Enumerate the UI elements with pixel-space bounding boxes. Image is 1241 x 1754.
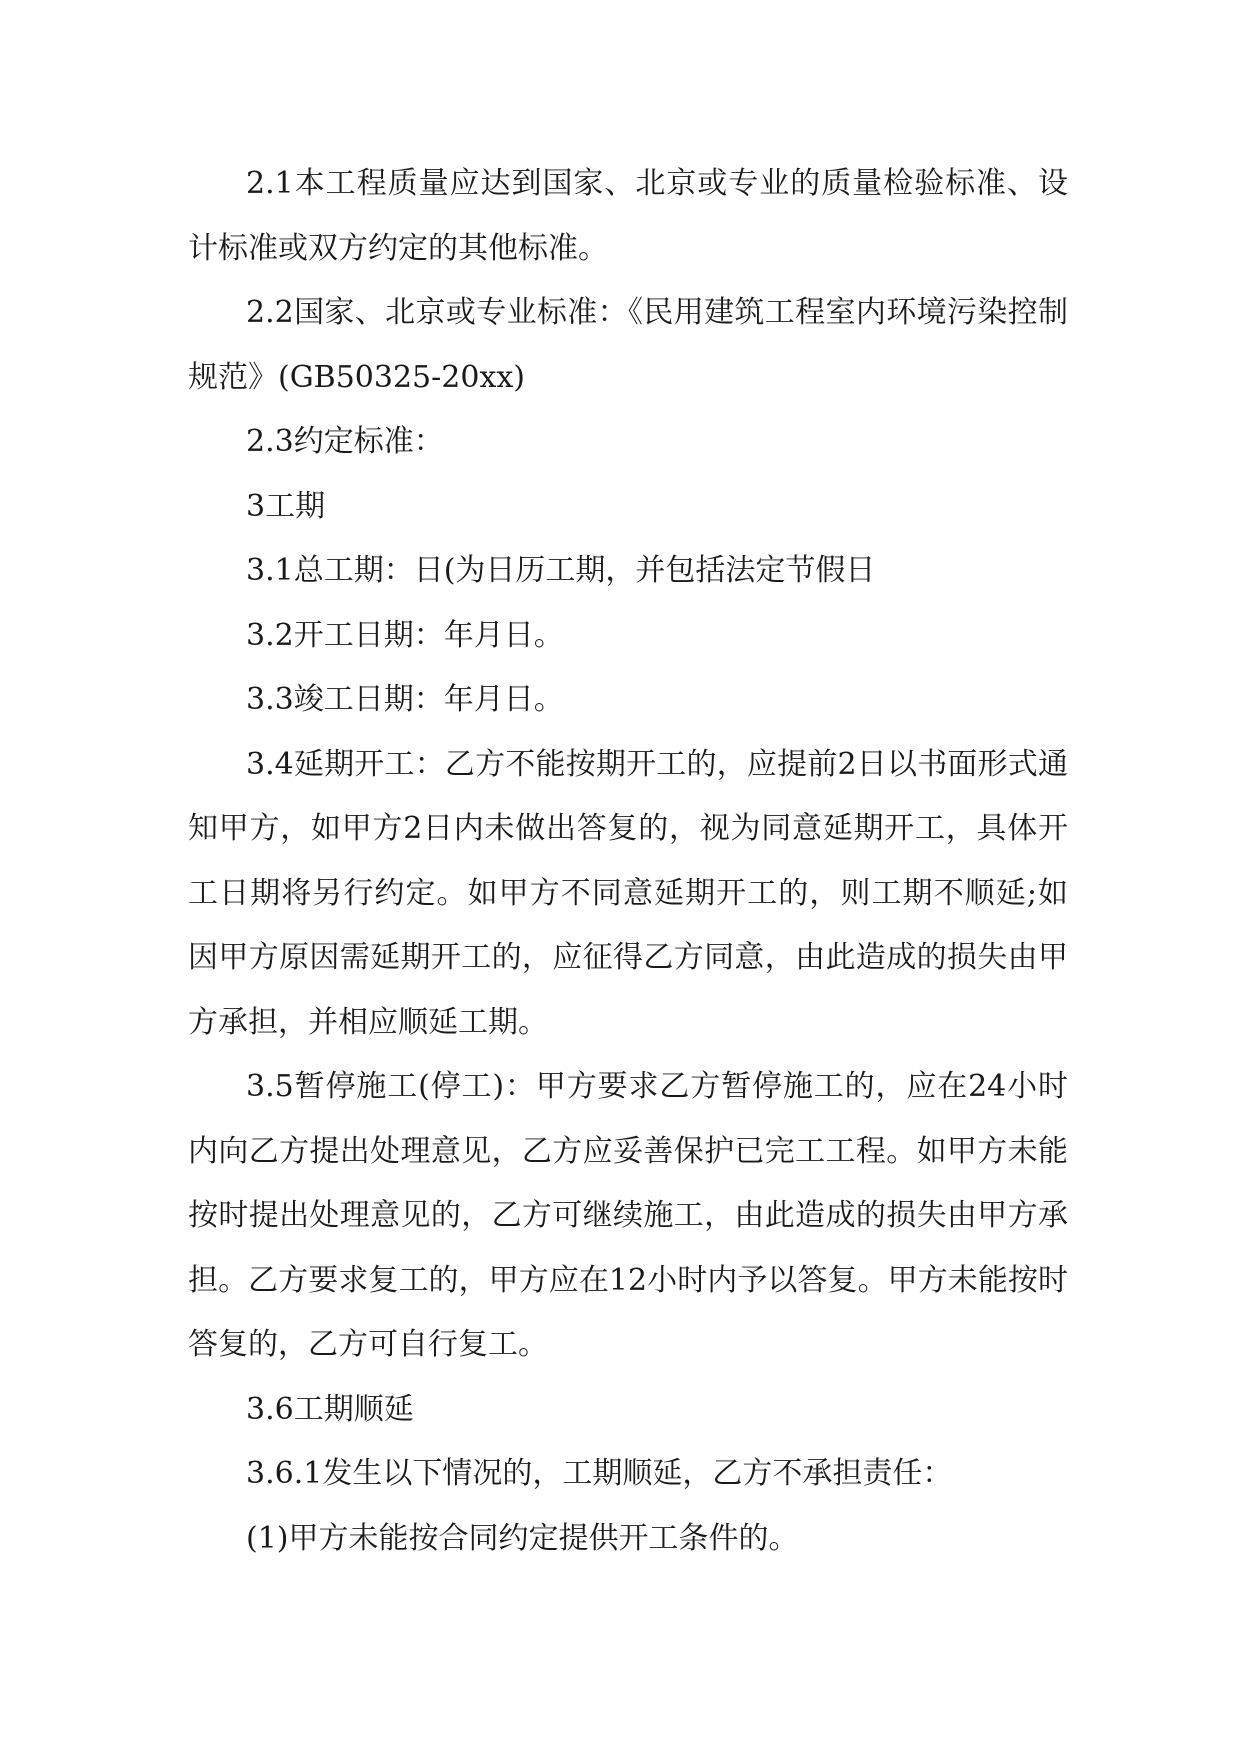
paragraph-2-3: 2.3约定标准： [246,424,444,459]
paragraph-3-5: 3.5暂停施工(停工)：甲方要求乙方暂停施工的，应在24小时内向乙方提出处理意见，乙方应妥善保护已完工工程。如甲方未能按时提出处理意见的，乙方可继续施工，由此造成的损失由甲方承担。乙方要求复工的，甲方应在12小时内予以答复。甲方未能按时答复的，乙方可自行复工。 [188,1069,1068,1362]
section-heading-3: 3工期 [246,488,326,524]
paragraph-3-1: 3.1总工期：日(为日历工期，并包括法定节假日 [246,553,876,588]
paragraph-3-6-1: 3.6.1发生以下情况的，工期顺延，乙方不承担责任： [246,1456,953,1491]
paragraph-3-6: 3.6工期顺延 [246,1391,414,1427]
paragraph-2-2: 2.2国家、北京或专业标准：《民用建筑工程室内环境污染控制规范》(GB50325-20xx) [188,295,1068,395]
paragraph-3-3: 3.3竣工日期：年月日。 [246,682,564,717]
paragraph-3-4: 3.4延期开工：乙方不能按期开工的，应提前2日以书面形式通知甲方，如甲方2日内未做出答复的，视为同意延期开工，具体开工日期将另行约定。如甲方不同意延期开工的，则工期不顺延;如因甲方原因需延期开工的，应征得乙方同意，由此造成的损失由甲方承担，并相应顺延工期。 [188,746,1068,1040]
list-item-1: (1)甲方未能按合同约定提供开工条件的。 [246,1520,799,1556]
paragraph-2-1: 2.1本工程质量应达到国家、北京或专业的质量检验标准、设计标准或双方约定的其他标准。 [188,166,1068,266]
paragraph-3-2: 3.2开工日期：年月日。 [246,617,564,653]
document-body [188,152,1068,1571]
